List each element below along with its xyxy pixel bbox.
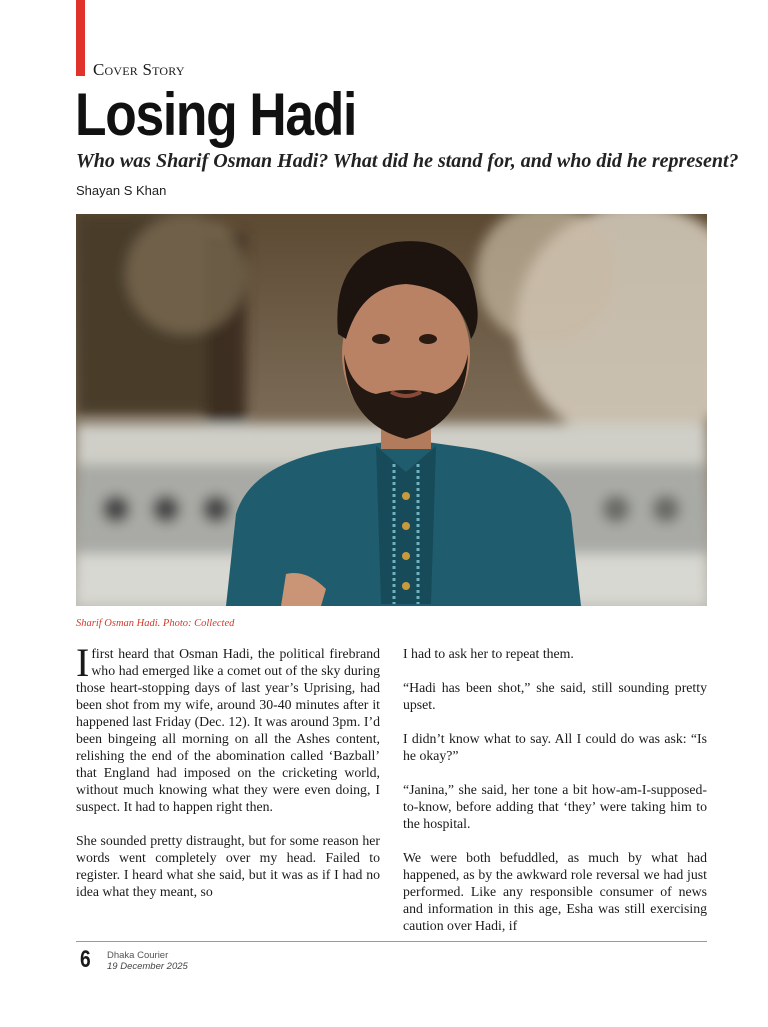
section-label: Cover Story: [93, 60, 185, 79]
publication-name: Dhaka Courier: [107, 950, 169, 961]
issue-date: 19 December 2025: [107, 961, 188, 972]
article-paragraph: I didn’t know what to say. All I could do was ask: “Is he okay?”: [403, 731, 707, 763]
article-column-left: [76, 640, 380, 900]
section-accent-bar: [76, 0, 85, 76]
article-column-right: [403, 645, 707, 934]
article-paragraph: I had to ask her to repeat them.: [403, 646, 574, 661]
paragraph-text: first heard that Osman Hadi, the political firebrand who had emerged like a comet out of the sky during those heart-stopping days of last year’s Uprising, had been shot from my wife, around 30-40 minutes after it happened last Friday (Dec. 12). It was around 3pm. I’d been bingeing all morning on all the Ashes content, relishing the end of the abomination called ‘Bazball’ that England had imposed on the cricketing world, without much knowing what they were even doing, I suspect. It had to happen right then.: [76, 646, 380, 814]
photo-caption: Sharif Osman Hadi. Photo: Collected: [76, 618, 235, 629]
author-byline: Shayan S Khan: [76, 183, 167, 198]
article-title: Losing Hadi: [75, 81, 357, 148]
article-photo: [76, 214, 707, 606]
article-paragraph: [76, 640, 380, 815]
page-number: 6: [80, 946, 91, 973]
footer-divider: [76, 941, 707, 942]
article-subtitle: Who was Sharif Osman Hadi? What did he stand for, and who did he represent?: [76, 150, 739, 172]
portrait-illustration: [76, 214, 707, 606]
article-paragraph: “Janina,” she said, her tone a bit how-am-I-supposed-to-know, before adding that ‘they’ were taking him to the hospital.: [403, 782, 707, 831]
article-paragraph: She sounded pretty distraught, but for some reason her words went completely over my head. Failed to register. I heard what she said, but it was as if I had no idea what they meant, so: [76, 833, 380, 899]
article-paragraph: We were both befuddled, as much by what had happened, as by the awkward role reversal we had just performed. Like any responsible consumer of news and information in this age, Esha was still exercising caution over Hadi, if: [403, 850, 707, 933]
article-paragraph: “Hadi has been shot,” she said, still sounding pretty upset.: [403, 680, 707, 712]
drop-cap: I: [76, 640, 90, 685]
